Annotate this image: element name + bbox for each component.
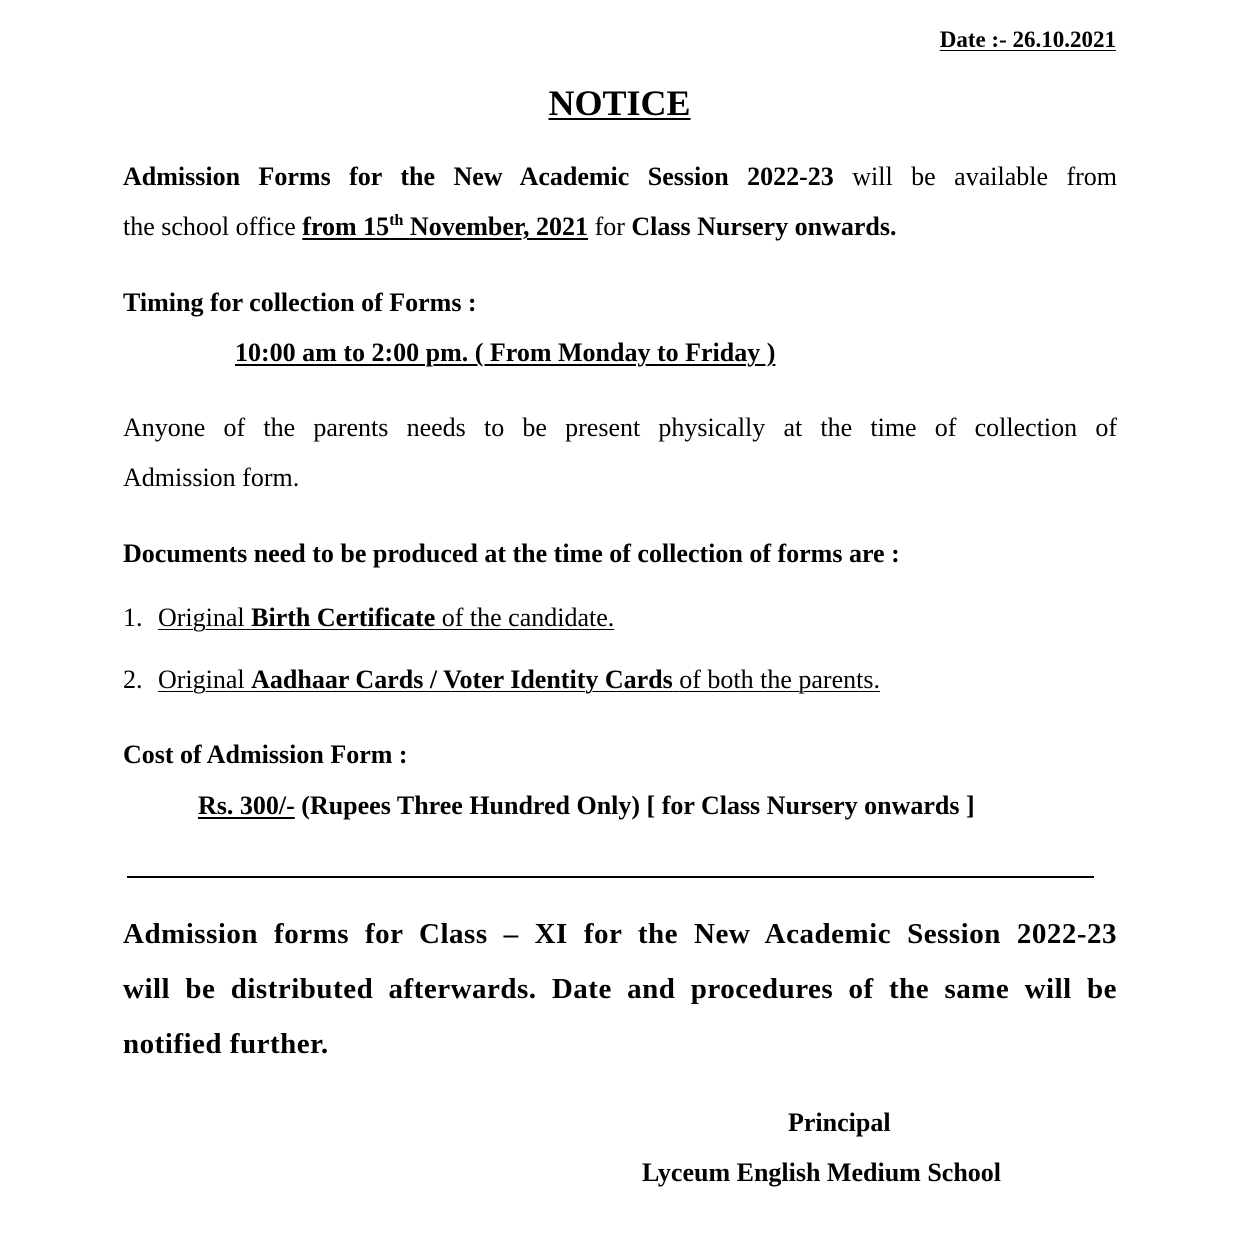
start-date <box>302 212 588 241</box>
timing-heading: Timing for collection of Forms : <box>123 288 477 317</box>
cost-detail: (Rupees Three Hundred Only) [ for Class Nursery onwards ] <box>301 791 975 820</box>
documents-heading: Documents need to be produced at the time of collection of forms are : <box>123 539 900 568</box>
signature-title: Principal <box>788 1108 891 1137</box>
doc-name: Aadhaar Cards / Voter Identity Cards <box>251 665 673 694</box>
session-announcement: Admission Forms for the New Academic Session 2022-23 <box>123 162 834 191</box>
doc-prefix: Original <box>158 603 245 632</box>
signature-school: Lyceum English Medium School <box>642 1158 1001 1187</box>
for-text: for <box>594 212 625 241</box>
list-number: 1. <box>123 603 143 632</box>
start-date-day: from 15 <box>302 212 390 241</box>
class-xi-line2: will be distributed afterwards. Date and procedures of the same will be <box>123 973 1117 1005</box>
cost-amount: Rs. 300/- <box>198 791 295 820</box>
notice-title: NOTICE <box>548 83 691 123</box>
parent-presence-line1: Anyone of the parents needs to be present physically at the time of collection of <box>123 413 1117 442</box>
paragraph-availability-line2 <box>123 212 896 242</box>
cost-value <box>198 791 975 821</box>
class-xi-line1: Admission forms for Class – XI for the New Academic Session 2022-23 <box>123 918 1117 950</box>
parent-presence-line2: Admission form. <box>123 463 300 492</box>
paragraph-availability-line1 <box>123 162 1117 192</box>
class-range: Class Nursery onwards. <box>631 212 897 241</box>
timing-value: 10:00 am to 2:00 pm. ( From Monday to Friday ) <box>235 338 776 367</box>
availability-text: will be available from <box>852 162 1118 191</box>
doc-suffix: of the candidate. <box>441 603 615 632</box>
section-divider <box>127 876 1094 878</box>
list-number: 2. <box>123 665 143 694</box>
notice-date: Date :- 26.10.2021 <box>939 27 1116 52</box>
doc-suffix: of both the parents. <box>679 665 880 694</box>
office-text: the school office <box>123 212 296 241</box>
start-date-month: November, 2021 <box>409 212 589 241</box>
start-date-ordinal: th <box>389 212 404 229</box>
cost-heading: Cost of Admission Form : <box>123 740 408 769</box>
class-xi-line3: notified further. <box>123 1028 329 1060</box>
doc-prefix: Original <box>158 665 245 694</box>
list-item <box>123 603 614 633</box>
list-item <box>123 665 880 695</box>
doc-name: Birth Certificate <box>251 603 436 632</box>
